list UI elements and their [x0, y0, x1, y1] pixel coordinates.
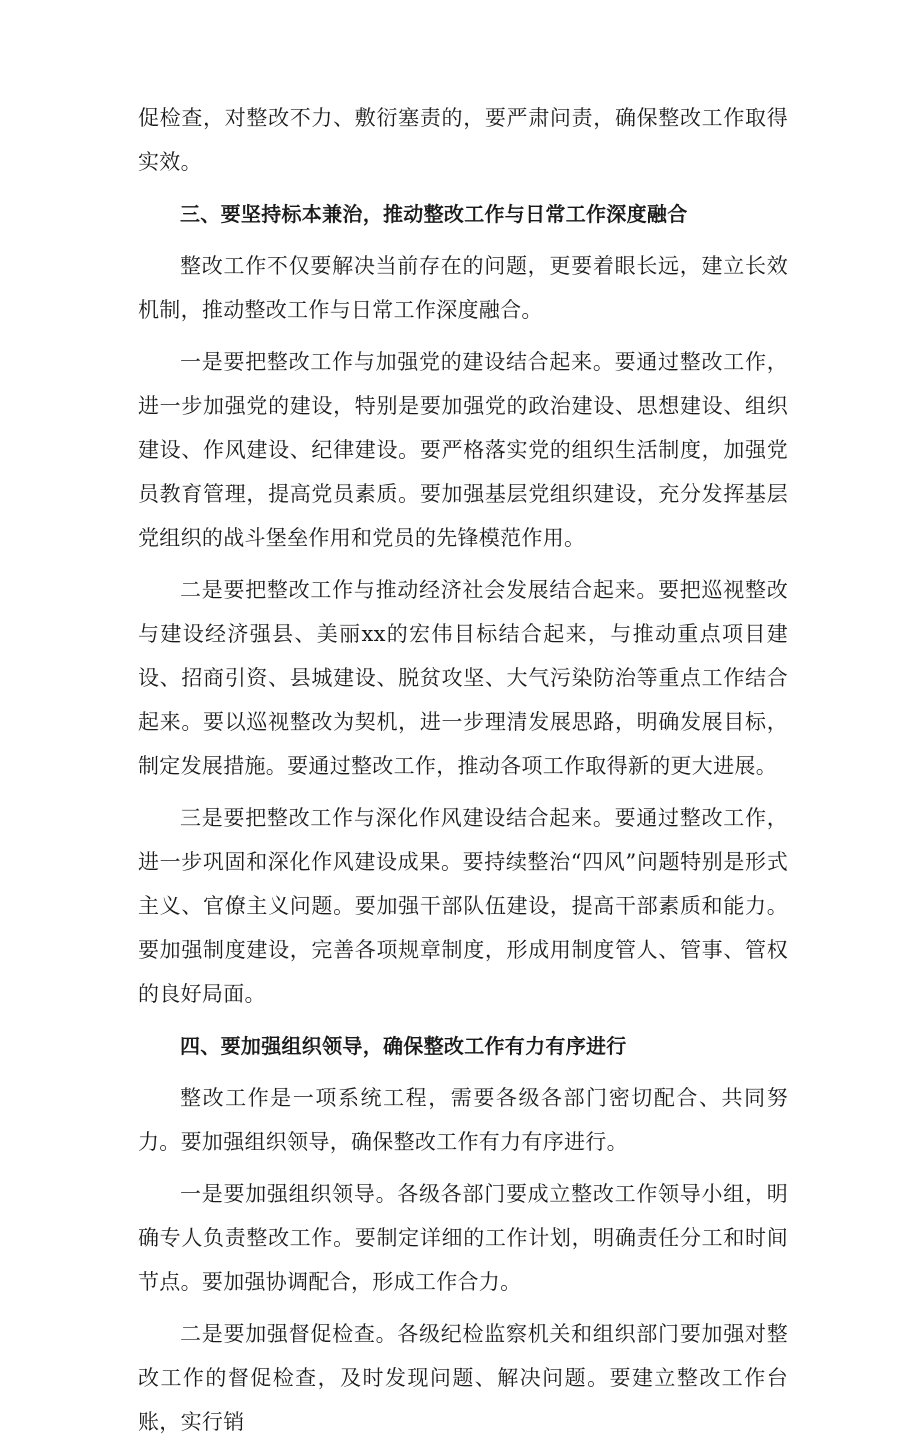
paragraph: 整改工作不仅要解决当前存在的问题，更要着眼长远，建立长效机制，推动整改工作与日常工作深度融合。	[138, 254, 788, 322]
paragraph: 一是要把整改工作与加强党的建设结合起来。要通过整改工作，进一步加强党的建设，特别是要加强党的政治建设、思想建设、组织建设、作风建设、纪律建设。要严格落实党的组织生活制度，加强党员教育管理，提高党员素质。要加强基层党组织建设，充分发挥基层党组织的战斗堡垒作用和党员的先锋模范作用。	[138, 350, 788, 550]
paragraph: 二是要把整改工作与推动经济社会发展结合起来。要把巡视整改与建设经济强县、美丽xx的宏伟目标结合起来，与推动重点项目建设、招商引资、县城建设、脱贫攻坚、大气污染防治等重点工作结合起来。要以巡视整改为契机，进一步理清发展思路，明确发展目标，制定发展措施。要通过整改工作，推动各项工作取得新的更大进展。	[138, 578, 788, 778]
paragraph: 整改工作是一项系统工程，需要各级各部门密切配合、共同努力。要加强组织领导，确保整改工作有力有序进行。	[138, 1086, 788, 1154]
section-heading-4: 四、要加强组织领导，确保整改工作有力有序进行	[180, 1034, 627, 1058]
paragraph: 二是要加强督促检查。各级纪检监察机关和组织部门要加强对整改工作的督促检查，及时发现问题、解决问题。要建立整改工作台账，实行销	[138, 1322, 788, 1434]
paragraph-continuation: 促检查，对整改不力、敷衍塞责的，要严肃问责，确保整改工作取得实效。	[138, 106, 788, 174]
section-heading-3: 三、要坚持标本兼治，推动整改工作与日常工作深度融合	[180, 202, 688, 226]
paragraph: 三是要把整改工作与深化作风建设结合起来。要通过整改工作，进一步巩固和深化作风建设成果。要持续整治“四风”问题特别是形式主义、官僚主义问题。要加强干部队伍建设，提高干部素质和能力。要加强制度建设，完善各项规章制度，形成用制度管人、管事、管权的良好局面。	[138, 806, 788, 1006]
paragraph: 一是要加强组织领导。各级各部门要成立整改工作领导小组，明确专人负责整改工作。要制定详细的工作计划，明确责任分工和时间节点。要加强协调配合，形成工作合力。	[138, 1182, 788, 1294]
document-page	[138, 96, 788, 1452]
